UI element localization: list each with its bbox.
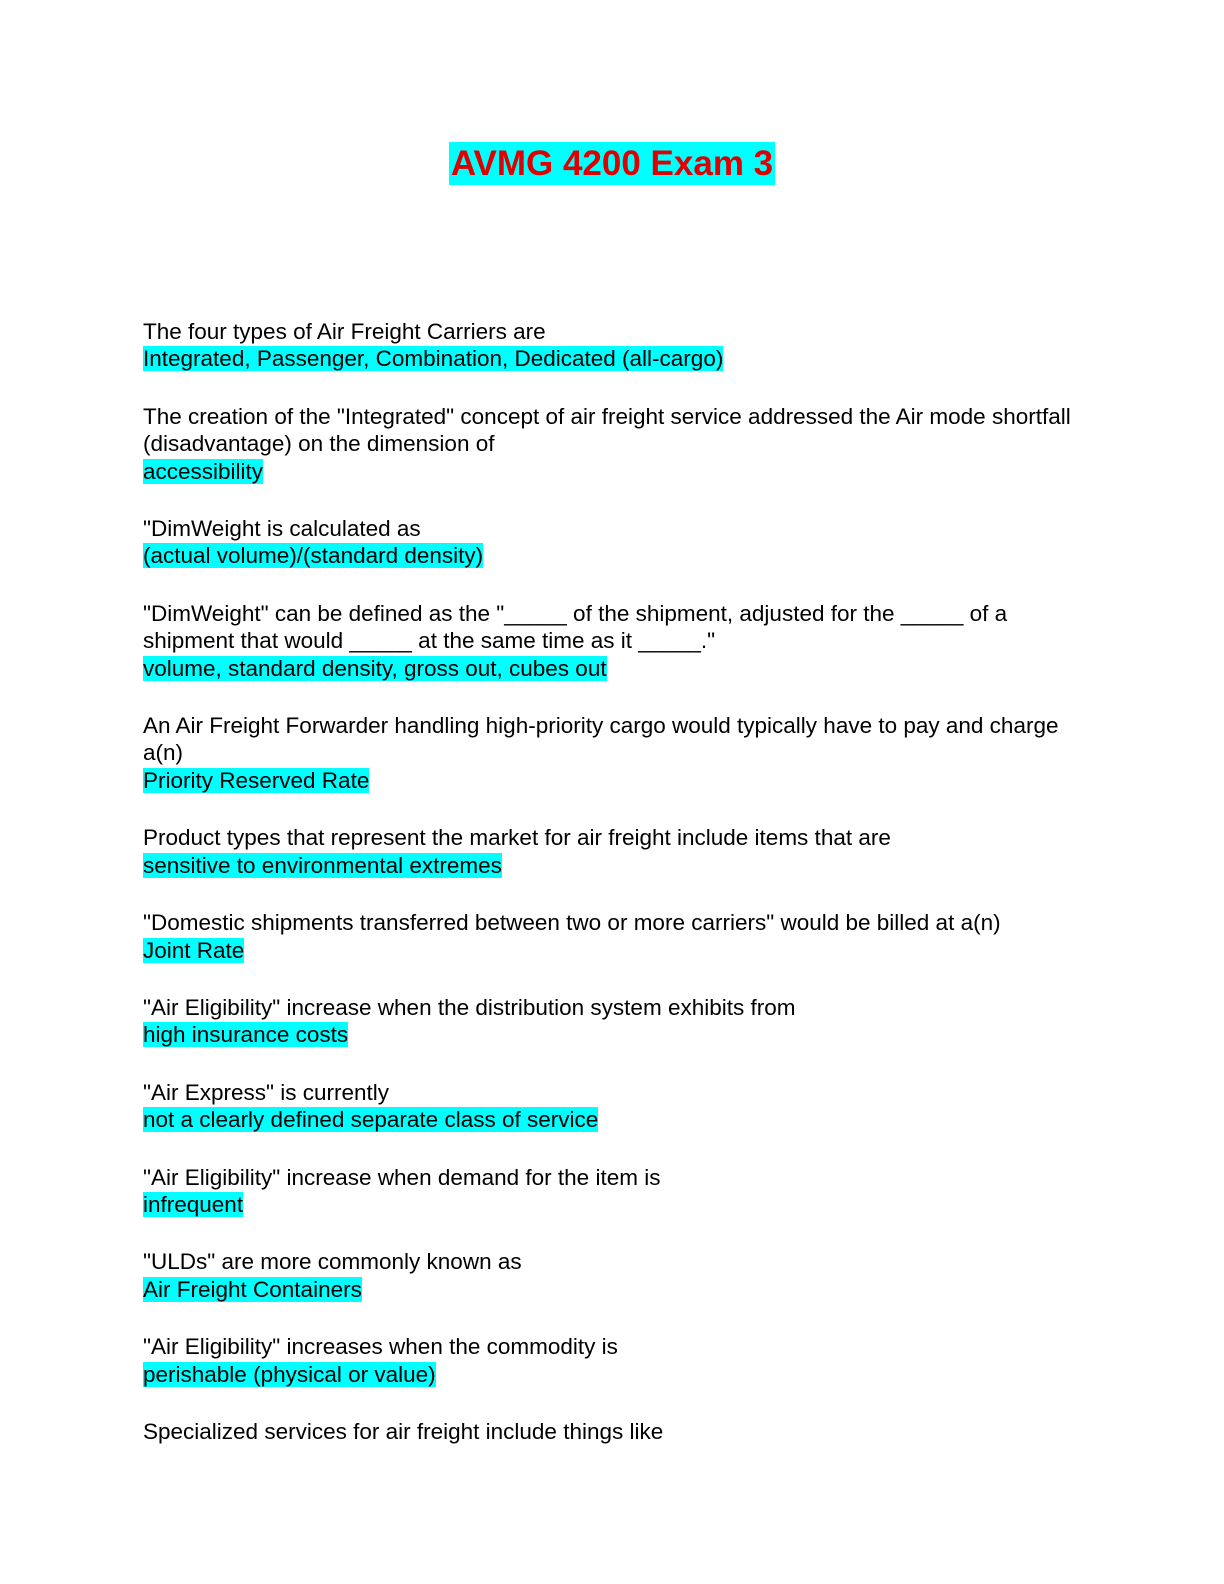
- qa-item: [143, 1164, 1083, 1222]
- question-text: "Air Eligibility" increase when the distribution system exhibits from: [143, 994, 796, 1020]
- answer-text: accessibility: [143, 458, 264, 484]
- answer-text: Air Freight Containers: [143, 1276, 362, 1302]
- answer-text: perishable (physical or value): [143, 1361, 436, 1387]
- question-text: "ULDs" are more commonly known as: [143, 1249, 522, 1275]
- answer-text: Priority Reserved Rate: [143, 767, 370, 793]
- question-text: "Air Express" is currently: [143, 1079, 390, 1105]
- qa-item: [143, 909, 1083, 967]
- qa-item: [143, 712, 1083, 797]
- question-text: "DimWeight" can be defined as the "_____ of the shipment, adjusted for the _____ of a shipment that would _____ at the same time as it _____.": [143, 600, 1008, 654]
- answer-text: Joint Rate: [143, 937, 245, 963]
- question-text: "Domestic shipments transferred between two or more carriers" would be billed at a(n): [143, 910, 1001, 936]
- answer-text: (actual volume)/(standard density): [143, 543, 484, 569]
- answer-text: Integrated, Passenger, Combination, Dedicated (all-cargo): [143, 346, 724, 372]
- question-text: "Air Eligibility" increase when demand for the item is: [143, 1164, 661, 1190]
- qa-item: [143, 515, 1083, 573]
- qa-item: [143, 600, 1083, 685]
- answer-text: sensitive to environmental extremes: [143, 852, 502, 878]
- question-text: Specialized services for air freight include things like: [143, 1418, 664, 1444]
- qa-item: [143, 1248, 1083, 1306]
- question-text: The creation of the "Integrated" concept of air freight service addressed the Air mode shortfall (disadvantage) on the dimension of: [143, 403, 1071, 457]
- document-title: AVMG 4200 Exam 3: [450, 144, 774, 183]
- qa-list: [143, 318, 1083, 1472]
- question-text: The four types of Air Freight Carriers are: [143, 319, 546, 344]
- qa-item: [143, 994, 1083, 1052]
- title-block: [0, 142, 1224, 185]
- answer-text: volume, standard density, gross out, cubes out: [143, 655, 607, 681]
- qa-item: [143, 403, 1083, 488]
- answer-text: high insurance costs: [143, 1022, 349, 1048]
- question-text: An Air Freight Forwarder handling high-priority cargo would typically have to pay and charge a(n): [143, 713, 1059, 766]
- answer-text: infrequent: [143, 1191, 244, 1217]
- qa-item: [143, 824, 1083, 882]
- qa-item: [143, 1079, 1083, 1137]
- qa-item: [143, 1418, 1083, 1445]
- answer-text: not a clearly defined separate class of service: [143, 1107, 599, 1133]
- qa-item: [143, 318, 1083, 376]
- qa-item: [143, 1333, 1083, 1391]
- question-text: Product types that represent the market for air freight include items that are: [143, 825, 891, 851]
- question-text: "DimWeight is calculated as: [143, 516, 421, 542]
- question-text: "Air Eligibility" increases when the commodity is: [143, 1334, 618, 1360]
